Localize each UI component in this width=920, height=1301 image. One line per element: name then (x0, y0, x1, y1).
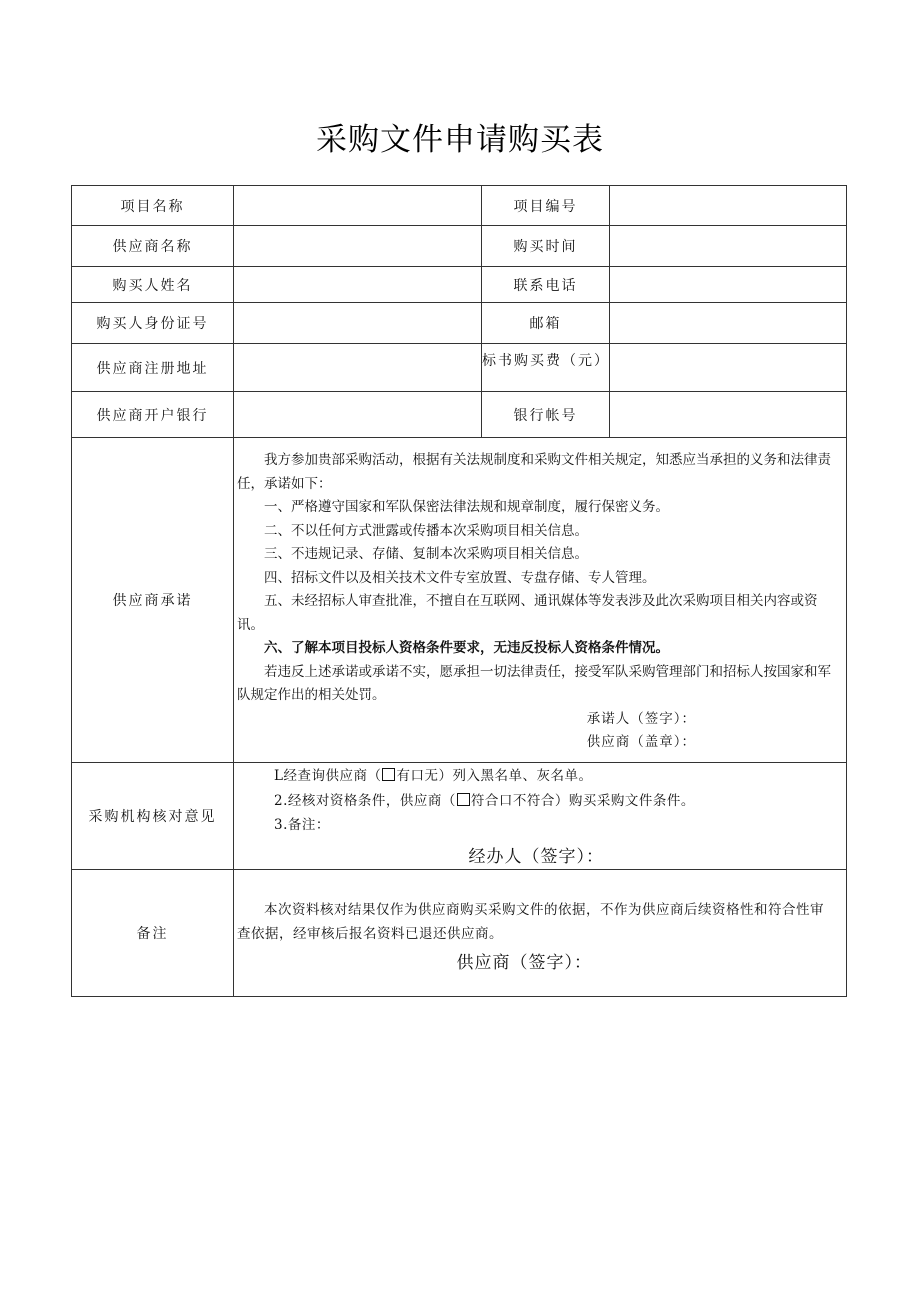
supplier-address-label: 供应商注册地址 (72, 344, 234, 392)
form-row-address (72, 344, 847, 392)
buyer-name-field[interactable] (234, 267, 482, 303)
commitment-penalty: 若违反上述承诺或承诺不实，愿承担一切法律责任，接受军队采购管理部门和招标人按国家和军队规定作出的相关处罚。 (237, 663, 831, 703)
form-row-buyer (72, 267, 847, 303)
buyer-id-field[interactable] (234, 303, 482, 344)
review-qualification-line (234, 789, 846, 814)
project-name-field[interactable] (234, 186, 482, 226)
bank-account-field[interactable] (610, 392, 847, 438)
commitment-item-bold: 六、了解本项目投标人资格条件要求，无违反投标人资格条件情况。 (264, 640, 669, 656)
promisor-signature: 承诺人（签字）： (586, 710, 696, 727)
supplier-signature: 供应商（签字）： (456, 953, 592, 973)
supplier-name-field[interactable] (234, 226, 482, 267)
form-row-commitment (72, 438, 847, 763)
form-row-bank (72, 392, 847, 438)
remarks-content (234, 870, 847, 997)
commitment-item: 三、不违规记录、存储、复制本次采购项目相关信息。 (264, 546, 588, 562)
form-row-remarks (72, 870, 847, 997)
project-number-field[interactable] (610, 186, 847, 226)
checkbox-icon[interactable] (382, 768, 395, 781)
bid-fee-label: 标书购买费（元） (482, 344, 610, 392)
form-row-id (72, 303, 847, 344)
purchase-time-label: 购买时间 (482, 226, 610, 267)
handler-signature: 经办人（签字）： (468, 846, 604, 867)
commitment-item: 二、不以任何方式泄露或传播本次采购项目相关信息。 (264, 522, 588, 539)
review-content (234, 763, 847, 870)
email-field[interactable] (610, 303, 847, 344)
project-name-label: 项目名称 (72, 186, 234, 226)
remarks-text: 本次资料核对结果仅作为供应商购买采购文件的依据，不作为供应商后续资格性和符合性审查依据，经审核后报名资料已退还供应商。 (237, 902, 824, 942)
review-line2-rest: 符合口不符合）购买采购文件条件。 (470, 792, 695, 809)
commitment-content (234, 438, 847, 763)
supplier-address-field[interactable] (234, 344, 482, 392)
review-blacklist-line (234, 764, 846, 789)
contact-phone-label: 联系电话 (482, 267, 610, 303)
page-title: 采购文件申请购买表 (316, 122, 604, 158)
form-row-supplier (72, 226, 847, 267)
review-label: 采购机构核对意见 (72, 763, 234, 870)
contact-phone-field[interactable] (610, 267, 847, 303)
supplier-bank-field[interactable] (234, 392, 482, 438)
form-row-review (72, 763, 847, 870)
review-line2-prefix: 2.经核对资格条件，供应商（ (274, 792, 456, 809)
commitment-intro: 我方参加贵部采购活动，根据有关法规制度和采购文件相关规定，知悉应当承担的义务和法律责任，承诺如下： (237, 452, 831, 492)
form-row-project (72, 186, 847, 226)
review-notes-line: 3.备注： (274, 817, 330, 833)
commitment-label: 供应商承诺 (72, 438, 234, 763)
bid-fee-field[interactable] (610, 344, 847, 392)
application-form-table (71, 185, 847, 997)
purchase-time-field[interactable] (610, 226, 847, 267)
commitment-item: 五、未经招标人审查批准，不擅自在互联网、通讯媒体等发表涉及此次采购项目相关内容或资讯。 (237, 593, 818, 633)
commitment-item: 一、严格遵守国家和军队保密法律法规和规章制度，履行保密义务。 (264, 499, 669, 515)
supplier-bank-label: 供应商开户银行 (72, 392, 234, 438)
bank-account-label: 银行帐号 (482, 392, 610, 438)
checkbox-icon[interactable] (457, 793, 470, 806)
supplier-name-label: 供应商名称 (72, 226, 234, 267)
remarks-label: 备注 (72, 870, 234, 997)
review-line1-prefix: L经查询供应商（ (274, 768, 382, 784)
supplier-seal: 供应商（盖章）： (586, 734, 696, 750)
buyer-id-label: 购买人身份证号 (72, 303, 234, 344)
review-line1-rest: 有口无）列入黑名单、灰名单。 (396, 768, 593, 784)
project-number-label: 项目编号 (482, 186, 610, 226)
email-label: 邮箱 (482, 303, 610, 344)
commitment-item: 四、招标文件以及相关技术文件专室放置、专盘存储、专人管理。 (264, 569, 656, 586)
buyer-name-label: 购买人姓名 (72, 267, 234, 303)
